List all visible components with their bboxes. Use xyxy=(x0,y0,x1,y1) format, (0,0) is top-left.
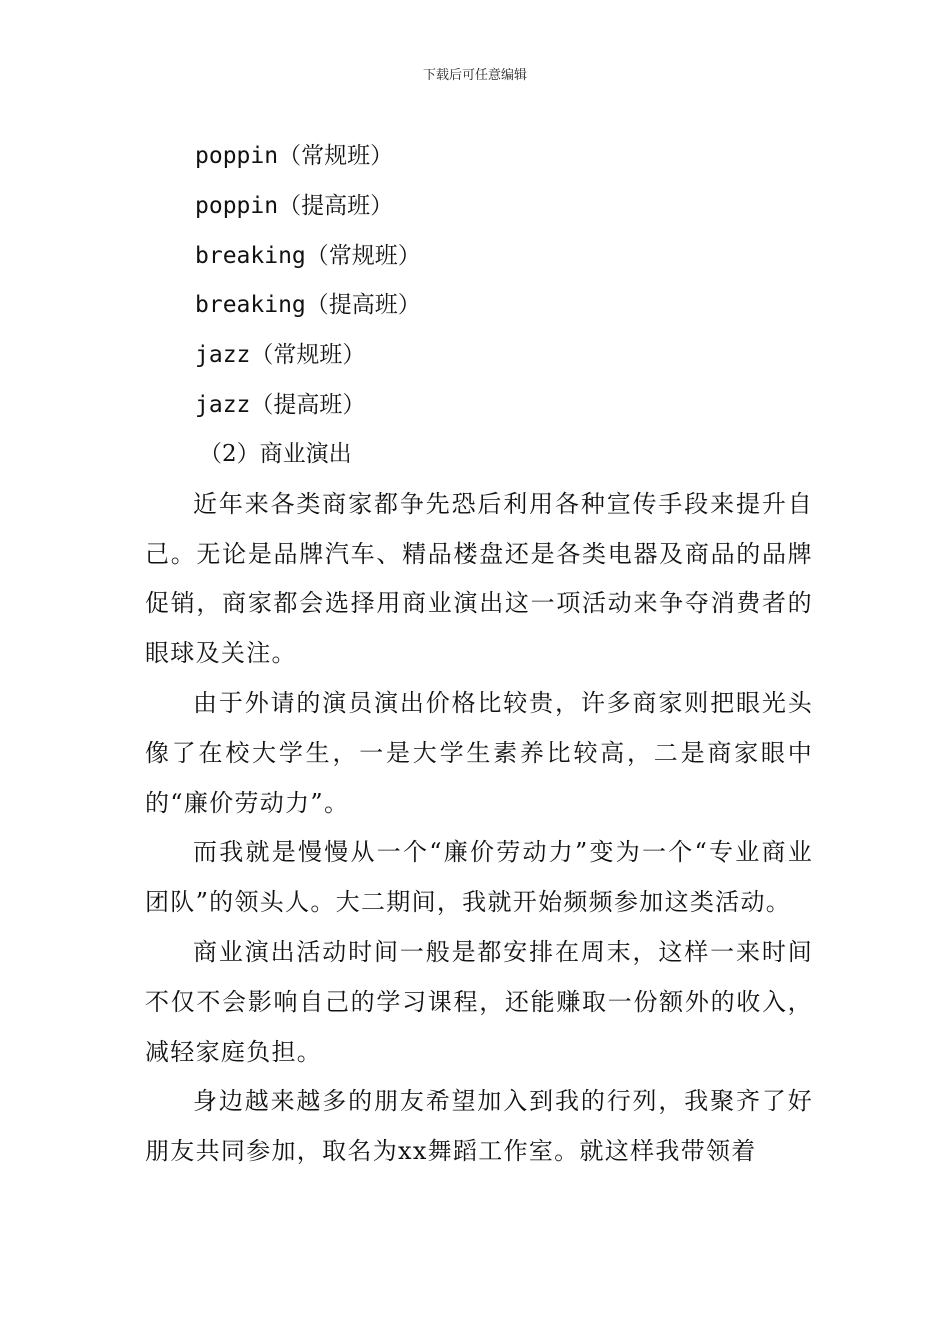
class-level: （提高班） xyxy=(305,292,421,319)
paragraph: 近年来各类商家都争先恐后利用各种宣传手段来提升自己。无论是品牌汽车、精品楼盘还是各类电器及商品的品牌促销，商家都会选择用商业演出这一项活动来争夺消费者的眼球及关注。 xyxy=(145,489,813,668)
class-name: jazz xyxy=(195,342,251,369)
class-level: （常规班） xyxy=(278,143,394,169)
list-item xyxy=(195,182,815,232)
section-heading: （2）商业演出 xyxy=(199,441,352,467)
class-level: （常规班） xyxy=(305,242,421,269)
class-level: （提高班） xyxy=(278,192,394,219)
class-list xyxy=(195,132,815,431)
list-item xyxy=(195,331,815,381)
class-name: poppin xyxy=(195,143,279,169)
page-header: 下载后可任意编辑 xyxy=(422,68,527,83)
list-item xyxy=(195,232,815,282)
list-item xyxy=(195,281,815,331)
paragraph: 商业演出活动时间一般是都安排在周末，这样一来时间不仅不会影响自己的学习课程，还能赚取一份额外的收入，减轻家庭负担。 xyxy=(145,937,813,1066)
class-name: poppin xyxy=(195,192,279,219)
class-name: breaking xyxy=(195,242,306,269)
class-level: （常规班） xyxy=(250,342,366,369)
paragraph: 而我就是慢慢从一个“廉价劳动力”变为一个“专业商业团队”的领头人。大二期间，我就开始频频参加这类活动。 xyxy=(145,838,813,917)
paragraph: 身边越来越多的朋友希望加入到我的行列，我聚齐了好朋友共同参加，取名为xx舞蹈工作室。就这样我带领着 xyxy=(145,1087,813,1166)
list-item xyxy=(195,381,815,431)
document-body xyxy=(145,430,813,1177)
list-item xyxy=(195,132,815,182)
class-name: breaking xyxy=(195,292,306,319)
class-level: （提高班） xyxy=(250,391,366,418)
class-name: jazz xyxy=(195,391,251,418)
paragraph: 由于外请的演员演出价格比较贵，许多商家则把眼光头像了在校大学生，一是大学生素养比较高，二是商家眼中的“廉价劳动力”。 xyxy=(145,688,813,817)
